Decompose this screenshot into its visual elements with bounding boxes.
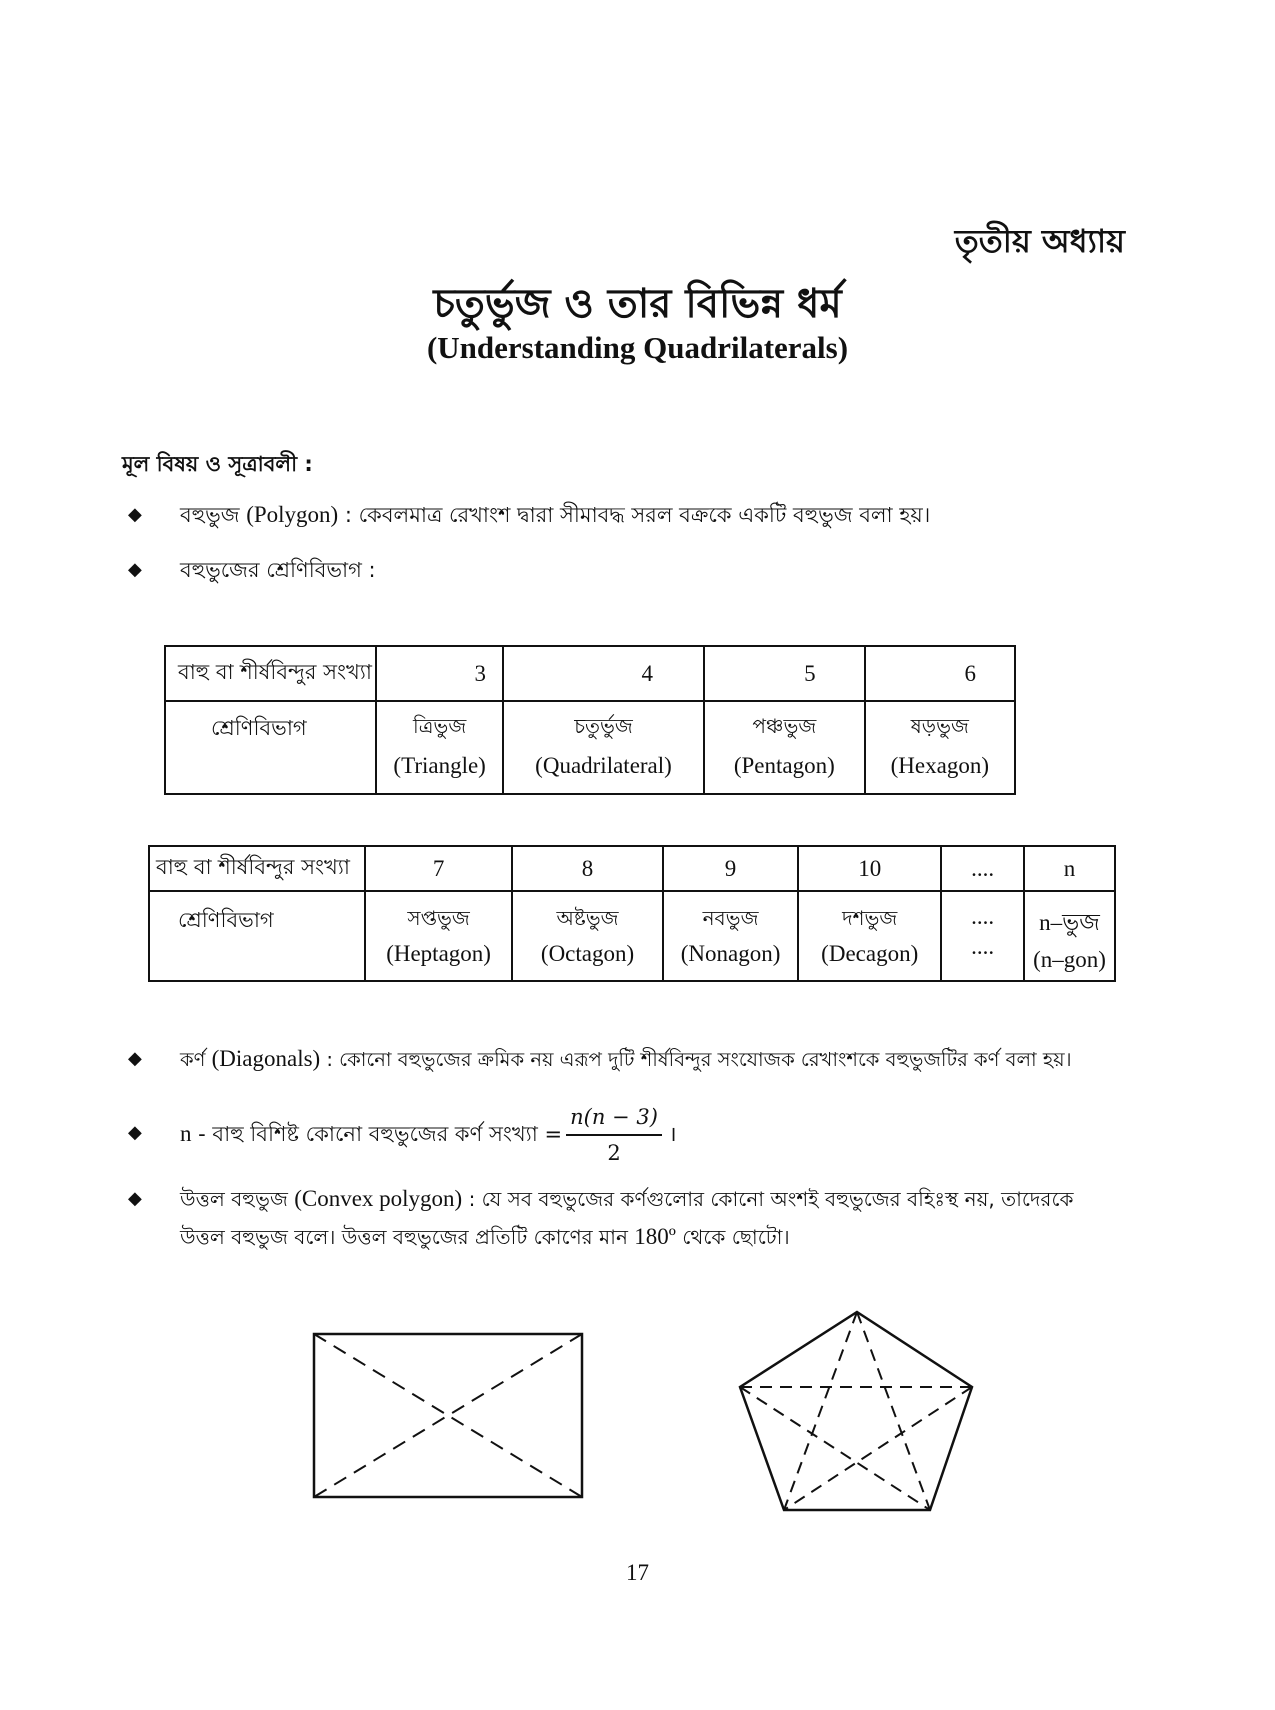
polygon-table-1: [164, 645, 1016, 795]
class-name-en: (Quadrilateral): [535, 753, 672, 778]
bullet-convex: [128, 1182, 1188, 1258]
pentagon-diagonal: [784, 1312, 857, 1510]
classification-heading: বহুভুজের শ্রেণিবিভাগ :: [180, 558, 376, 582]
convex-term: উত্তল বহুভুজ: [180, 1187, 295, 1211]
polygon-term: বহুভুজ: [180, 503, 247, 527]
class-name-bn: চতুর্ভুজ: [574, 714, 633, 738]
table2-class-7: [365, 891, 512, 981]
table1-sides-3: 3: [376, 646, 503, 701]
rectangle-figure: [314, 1334, 582, 1497]
table2-class-9: [663, 891, 798, 981]
bullet-classification: [128, 553, 728, 589]
table2-sides-ellipsis: ....: [941, 846, 1024, 891]
polygon-table-2: [148, 845, 1116, 982]
convex-line2-end: থেকে ছোটো।: [675, 1225, 790, 1249]
table1-row-label-sides: বাহু বা শীর্ষবিন্দুর সংখ্যা: [165, 646, 376, 701]
table1-sides-6: 6: [865, 646, 1015, 701]
convex-definition-line1: [180, 1182, 1073, 1216]
table2-class-n: [1024, 891, 1115, 981]
table2-class-10: [798, 891, 941, 981]
pentagon-diagonal: [740, 1387, 930, 1510]
convex-polygon-figures: [300, 1300, 1000, 1520]
table1-class-4: [503, 701, 704, 794]
table1-class-6: [865, 701, 1015, 794]
formula-fraction: [566, 1100, 662, 1170]
polygon-term-en: (Polygon): [246, 502, 339, 527]
section-heading: মূল বিষয় ও সূত্রাবলী :: [122, 452, 313, 476]
pentagon-diagonal: [857, 1312, 930, 1510]
class-name-bn: পঞ্চভুজ: [752, 714, 817, 738]
diamond-bullet-icon: ◆: [128, 1188, 142, 1209]
chapter-title-bengali: চতুর্ভুজ ও তার বিভিন্ন ধর্ম: [433, 281, 842, 327]
table2-sides-10: 10: [798, 846, 941, 891]
pentagon-outline: [740, 1312, 972, 1510]
formula-variable: n: [180, 1121, 192, 1146]
page-number: 17: [626, 1560, 649, 1585]
class-name-en: (Triangle): [393, 753, 486, 778]
table2-class-ellipsis: [941, 891, 1024, 981]
bullet-polygon: [128, 498, 1148, 534]
class-name-en: (Pentagon): [733, 753, 835, 778]
table2-row-label-class: শ্রেণিবিভাগ: [149, 891, 365, 981]
pentagon-figure: [740, 1312, 972, 1510]
class-name-bn: ষড়ভুজ: [910, 714, 969, 738]
table1-row-label-class: শ্রেণিবিভাগ: [165, 701, 376, 794]
class-name-en: ....: [971, 934, 995, 959]
fraction-numerator: n(n − 3): [566, 1100, 662, 1136]
diamond-bullet-icon: ◆: [128, 1048, 142, 1069]
table2-sides-n: n: [1024, 846, 1115, 891]
convex-definition-text: : যে সব বহুভুজের কর্ণগুলোর কোনো অংশই বহুভুজের বহিঃস্থ নয়, তাদেরকে: [462, 1187, 1074, 1211]
table1-sides-5: 5: [704, 646, 865, 701]
class-name-en: (Octagon): [540, 941, 635, 966]
table1-sides-4: 4: [503, 646, 704, 701]
diagonal-count-formula: [180, 1100, 677, 1170]
bullet-formula: [128, 1100, 828, 1165]
diagonals-definition-text: : কোনো বহুভুজের ক্রমিক নয় এরূপ দুটি শীর্ষবিন্দুর সংযোজক রেখাংশকে বহুভুজটির কর্ণ বলা হয়।: [320, 1048, 1072, 1071]
class-name-en: (Decagon): [821, 941, 919, 966]
formula-text: - বাহু বিশিষ্ট কোনো বহুভুজের কর্ণ সংখ্যা =: [191, 1122, 563, 1146]
class-name-en: (n–gon): [1033, 947, 1106, 972]
polygon-definition: [180, 498, 930, 532]
table2-sides-7: 7: [365, 846, 512, 891]
polygon-definition-text: : কেবলমাত্র রেখাংশ দ্বারা সীমাবদ্ধ সরল বক্রকে একটি বহুভুজ বলা হয়।: [338, 503, 931, 527]
formula-end: ।: [661, 1122, 677, 1146]
class-name-bn: নবভুজ: [702, 906, 759, 930]
class-name-en: (Hexagon): [890, 753, 989, 778]
class-name-bn: অষ্টভুজ: [556, 906, 619, 930]
table2-sides-8: 8: [512, 846, 663, 891]
class-name-en: (Heptagon): [386, 941, 491, 966]
diamond-bullet-icon: ◆: [128, 1122, 142, 1143]
table2-sides-9: 9: [663, 846, 798, 891]
chapter-label: তৃতীয় অধ্যায়: [954, 222, 1125, 260]
diamond-bullet-icon: ◆: [128, 504, 142, 525]
fraction-denominator: 2: [607, 1141, 621, 1165]
table2-class-8: [512, 891, 663, 981]
table1-class-3: [376, 701, 503, 794]
class-name-bn: n–ভুজ: [1039, 910, 1100, 935]
convex-line2-text: উত্তল বহুভুজ বলে। উত্তল বহুভুজের প্রতিটি কোণের মান: [180, 1225, 635, 1249]
class-name-en: (Nonagon): [680, 941, 781, 966]
diagonals-term-en: (Diagonals): [211, 1046, 321, 1071]
diagonals-definition: [180, 1042, 1072, 1077]
table1-class-5: [704, 701, 865, 794]
class-name-bn: দশভুজ: [842, 906, 898, 930]
class-name-bn: সপ্তভুজ: [407, 906, 470, 930]
convex-definition-line2: [180, 1220, 790, 1254]
pentagon-diagonal: [784, 1387, 972, 1510]
bullet-diagonals: [128, 1042, 1188, 1078]
class-name-bn: ....: [971, 904, 995, 929]
diamond-bullet-icon: ◆: [128, 559, 142, 580]
table2-row-label-sides: বাহু বা শীর্ষবিন্দুর সংখ্যা: [149, 846, 365, 891]
angle-value: 180º: [634, 1224, 676, 1249]
chapter-title-english: (Understanding Quadrilaterals): [426, 330, 849, 365]
diagonals-term: কর্ণ: [180, 1048, 212, 1071]
convex-term-en: (Convex polygon): [294, 1186, 463, 1211]
class-name-bn: ত্রিভুজ: [413, 714, 467, 738]
